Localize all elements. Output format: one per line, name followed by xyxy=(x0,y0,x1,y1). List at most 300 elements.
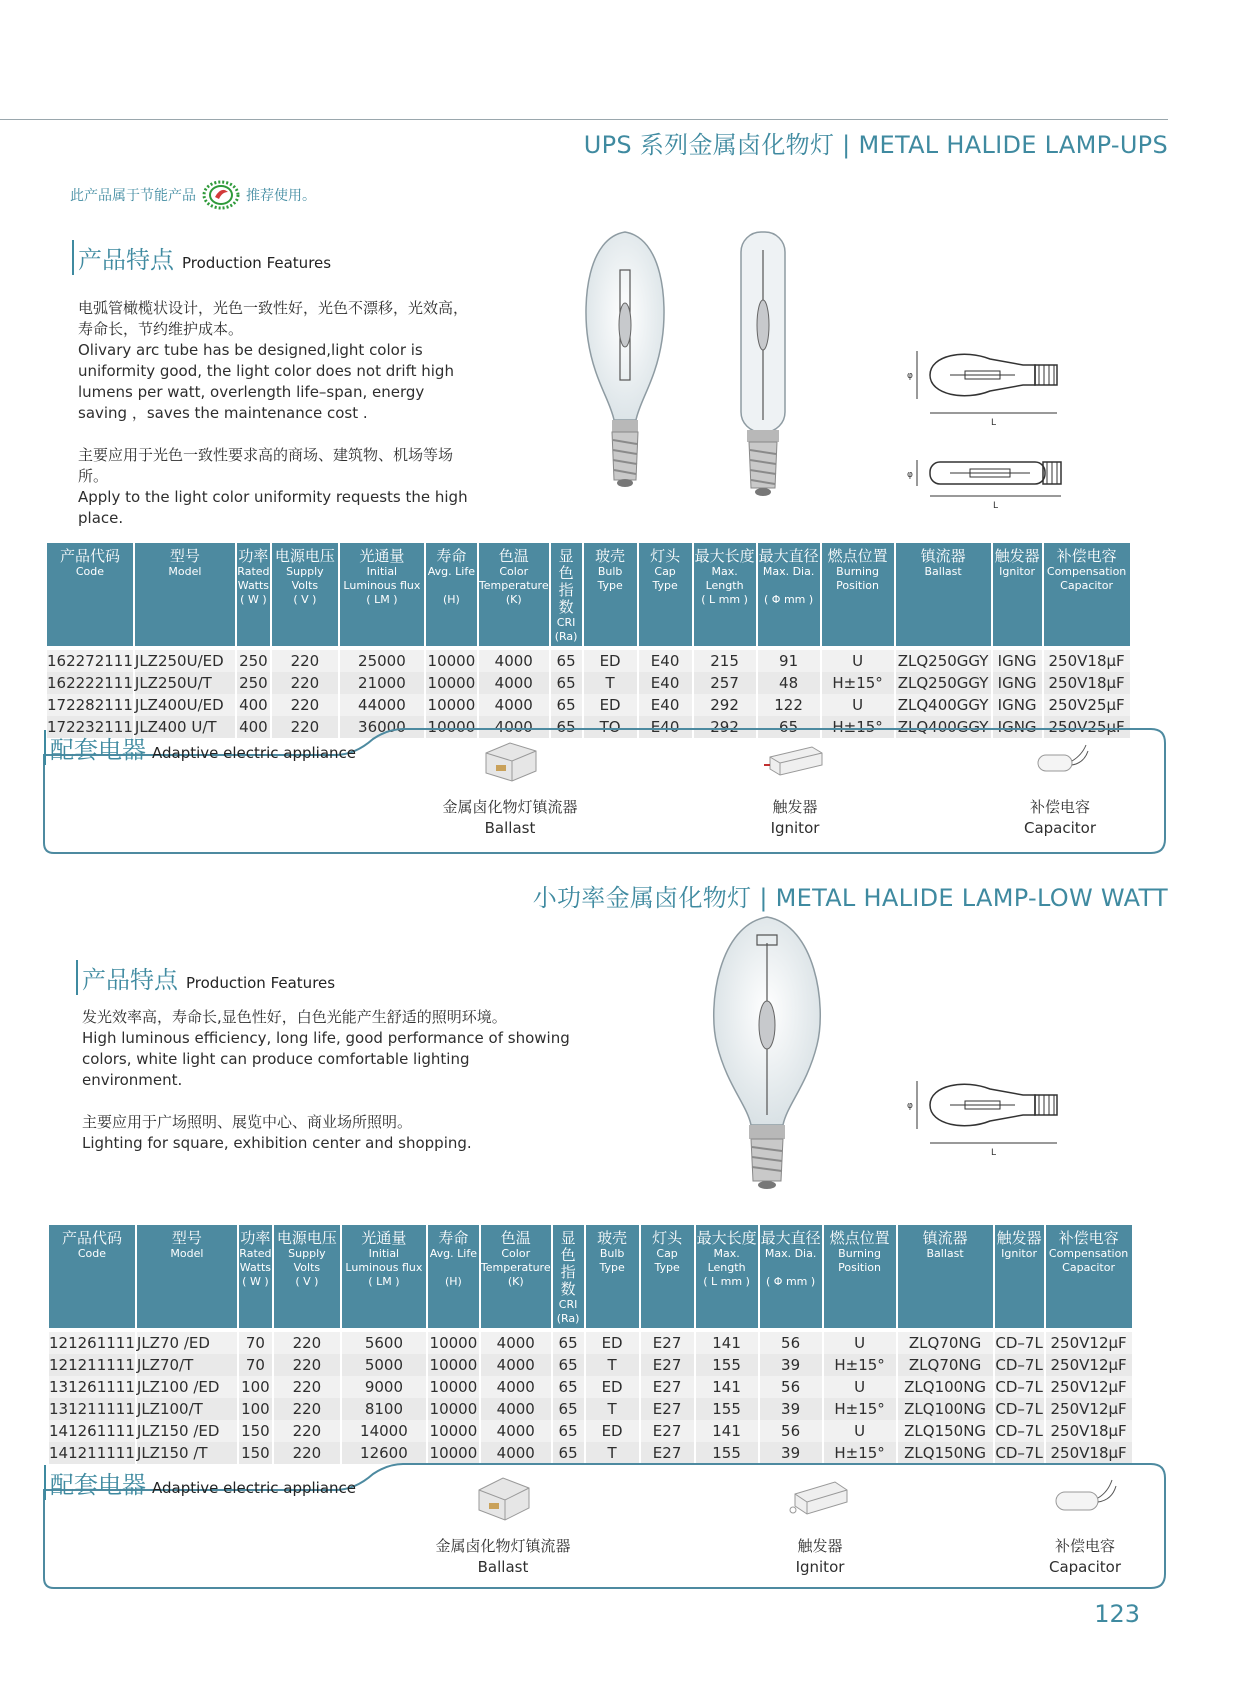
table-cell: 10000 xyxy=(429,1400,478,1418)
table-cell: 10000 xyxy=(429,1334,478,1352)
table-cell: ZLQ70NG xyxy=(898,1332,993,1354)
column-header-cn: 燃点位置 xyxy=(829,1229,890,1247)
column-header-en: Code xyxy=(75,565,105,578)
column-header-cn: 功率 xyxy=(238,547,269,565)
column-header-cn: 燃点位置 xyxy=(827,547,888,565)
table-cell: 250V18μF xyxy=(1044,672,1130,694)
table-cell: 4000 xyxy=(481,1332,551,1354)
column-header xyxy=(760,1225,822,1328)
table-cell: CD–7L xyxy=(995,1444,1043,1462)
table-cell: TO xyxy=(584,716,637,738)
appliance-label-en: Ignitor xyxy=(795,1558,845,1576)
column-header-cn: 灯头 xyxy=(650,547,681,565)
column-header-en: CRI xyxy=(558,1298,578,1311)
table-cell: U xyxy=(824,1376,896,1398)
table-cell: E40 xyxy=(639,672,692,694)
column-header-en: ( Φ mm ) xyxy=(764,593,814,606)
appliance-ignitor-1 xyxy=(730,735,860,839)
table-cell: 220 xyxy=(274,1398,340,1420)
column-header xyxy=(1046,1225,1132,1328)
column-header-en: Cap xyxy=(656,1247,678,1260)
appliance-ballast-1 xyxy=(425,735,595,839)
features-text-2 xyxy=(82,1007,572,1154)
table-cell: 250V25μF xyxy=(1044,716,1130,738)
column-header-en: Capacitor xyxy=(1062,1261,1115,1274)
table-cell: ED xyxy=(586,1376,639,1398)
table-cell: 39 xyxy=(760,1442,822,1464)
table-cell: 4000 xyxy=(479,694,549,716)
table-cell: E40 xyxy=(639,650,692,672)
lamp-low-watt-image xyxy=(705,915,830,1195)
table-cell: E27 xyxy=(641,1442,694,1464)
features-heading-cn: 产品特点 xyxy=(76,960,178,995)
table-cell: 21000 xyxy=(340,672,424,694)
column-header-en: Color xyxy=(501,1247,531,1260)
column-header xyxy=(47,543,133,646)
appliance-heading-1 xyxy=(44,730,356,765)
table-cell: 12600 xyxy=(342,1442,426,1464)
table-cell: 400 xyxy=(237,716,270,738)
table-cell: 100 xyxy=(239,1398,272,1420)
table-cell: ZLQ150NG xyxy=(898,1442,993,1464)
column-header xyxy=(993,543,1042,646)
appliance-heading-en: Adaptive electric appliance xyxy=(152,1479,357,1497)
table-cell: H±15° xyxy=(824,1398,896,1420)
table-cell: 4000 xyxy=(481,1420,551,1442)
column-header-cn: 补偿电容 xyxy=(1056,547,1117,565)
table-cell: 5000 xyxy=(342,1354,426,1376)
page-number: 123 xyxy=(1094,1600,1140,1628)
table-cell: ZLQ100NG xyxy=(898,1376,993,1398)
ignitor-icon xyxy=(785,1470,855,1524)
column-header-en: Model xyxy=(170,1247,204,1260)
spec-table-header xyxy=(49,1225,1132,1328)
table-cell: 162222111 xyxy=(47,674,133,692)
column-header-en: Type xyxy=(597,579,623,592)
column-header-en: Burning xyxy=(836,565,880,578)
column-header-en xyxy=(428,1261,479,1275)
top-rule xyxy=(0,119,1168,120)
table-cell: JLZ150 /T xyxy=(137,1442,237,1464)
column-header-en: Type xyxy=(652,579,678,592)
energy-note-after: 推荐使用。 xyxy=(246,188,316,204)
column-header-cn: 灯头 xyxy=(652,1229,683,1247)
column-header-en: Position xyxy=(836,579,880,592)
column-header-en: Compensation xyxy=(1048,1247,1129,1260)
appliance-ignitor-2 xyxy=(755,1470,885,1578)
table-cell: IGNG xyxy=(993,716,1042,738)
section2-title: 小功率金属卤化物灯 | METAL HALIDE LAMP-LOW WATT xyxy=(532,884,1168,912)
column-header-en: Max. xyxy=(711,565,738,578)
table-cell: 250V18μF xyxy=(1046,1442,1132,1464)
table-cell: 4000 xyxy=(479,716,549,738)
table-cell: IGNG xyxy=(993,672,1042,694)
column-header xyxy=(639,543,692,646)
table-cell: 220 xyxy=(272,672,338,694)
table-cell: 121211111 xyxy=(49,1356,135,1374)
column-header-en: ( W ) xyxy=(242,1275,269,1288)
column-header-en: Max. Dia. xyxy=(764,1247,817,1260)
table-cell: 44000 xyxy=(340,694,424,716)
table-cell: JLZ70 /ED xyxy=(137,1332,237,1354)
table-cell: JLZ150 /ED xyxy=(137,1420,237,1442)
spec-table-header xyxy=(47,543,1130,646)
column-header xyxy=(137,1225,237,1328)
column-header-en: ( L mm ) xyxy=(701,593,748,606)
column-header-cn: 玻壳 xyxy=(597,1229,628,1247)
table-cell: 65 xyxy=(758,716,820,738)
para1-en: Olivary arc tube has be designed,light color is uniformity good, the light color does not drift high lumens per watt, overlength life–span, energy saving ，saves the maintenance cost . xyxy=(78,341,454,422)
column-header-cn: 最大长度 xyxy=(694,547,755,565)
table-cell: ED xyxy=(584,650,637,672)
ignitor-icon xyxy=(760,735,830,785)
para2-en: Apply to the light color uniformity requests the high place. xyxy=(78,488,468,527)
table-cell: H±15° xyxy=(822,672,894,694)
appliance-capacitor-1 xyxy=(1000,735,1120,839)
column-header-cn: 补偿电容 xyxy=(1058,1229,1119,1247)
table-cell: 250V18μF xyxy=(1046,1420,1132,1442)
column-header-cn: 寿命 xyxy=(436,547,467,565)
column-header xyxy=(135,543,235,646)
capacitor-icon xyxy=(1048,1470,1122,1524)
table-cell: 39 xyxy=(760,1398,822,1420)
column-header-cn: 镇流器 xyxy=(920,547,966,565)
energy-note-before: 此产品属于节能产品 xyxy=(70,188,196,204)
table-cell: 65 xyxy=(553,1332,584,1354)
column-header xyxy=(586,1225,639,1328)
column-header-en: Luminous flux xyxy=(343,579,421,592)
table-cell: 141 xyxy=(696,1376,758,1398)
table-cell: E27 xyxy=(641,1420,694,1442)
appliance-label-cn: 补偿电容 xyxy=(1029,798,1090,816)
column-header-en: Ignitor xyxy=(1001,1247,1037,1260)
table-cell: JLZ400U/ED xyxy=(135,694,235,716)
table-cell: ZLQ250GGY xyxy=(896,672,991,694)
column-header xyxy=(696,1225,758,1328)
column-header-en: Rated xyxy=(237,565,270,578)
column-header-cn: 色温 xyxy=(498,547,529,565)
table-cell: JLZ400 U/T xyxy=(135,716,235,738)
column-header xyxy=(49,1225,135,1328)
appliance-label-cn: 补偿电容 xyxy=(1054,1537,1115,1555)
table-cell: 56 xyxy=(760,1332,822,1354)
table-cell: 39 xyxy=(760,1354,822,1376)
table-cell: U xyxy=(822,694,894,716)
table-row xyxy=(49,1376,1132,1398)
table-cell: 4000 xyxy=(481,1442,551,1464)
column-header-en: Length xyxy=(705,579,744,592)
table-cell: E40 xyxy=(639,694,692,716)
table-cell: CD–7L xyxy=(995,1422,1043,1440)
table-cell: 14000 xyxy=(342,1420,426,1442)
column-header-en: ( LM ) xyxy=(366,593,398,606)
table-cell: ED xyxy=(586,1420,639,1442)
table-cell: 65 xyxy=(551,650,582,672)
column-header-en: Capacitor xyxy=(1060,579,1113,592)
table-cell: CD–7L xyxy=(995,1400,1043,1418)
table-cell: 155 xyxy=(696,1354,758,1376)
table-row xyxy=(47,650,1130,672)
spec-table-2 xyxy=(47,1225,1134,1464)
table-cell: ZLQ400GGY xyxy=(896,716,991,738)
table-cell: 250V12μF xyxy=(1046,1376,1132,1398)
table-cell: 4000 xyxy=(481,1376,551,1398)
appliance-heading-cn: 配套电器 xyxy=(44,1465,146,1500)
column-header-en: Bulb xyxy=(599,1247,625,1260)
column-header-cn: 产品代码 xyxy=(61,1229,122,1247)
energy-saving-logo-icon xyxy=(202,180,240,210)
column-header-en: ( W ) xyxy=(240,593,267,606)
column-header-en: ( V ) xyxy=(293,593,317,606)
column-header-en: Code xyxy=(77,1247,107,1260)
column-header-cn: 电源电压 xyxy=(276,1229,337,1247)
column-header-cn: 光通量 xyxy=(359,547,405,565)
table-cell: 122 xyxy=(758,694,820,716)
column-header-en: Ballast xyxy=(924,565,962,578)
table-cell: 150 xyxy=(239,1442,272,1464)
column-header-en xyxy=(758,579,820,593)
table-cell: ED xyxy=(586,1332,639,1354)
ed-dimension-drawing xyxy=(905,345,1090,425)
table-cell: 10000 xyxy=(429,1444,478,1462)
table-cell: 220 xyxy=(274,1442,340,1464)
phi-label: φ xyxy=(907,1101,913,1111)
table-cell: IGNG xyxy=(993,650,1042,672)
column-header xyxy=(239,1225,272,1328)
column-header xyxy=(428,1225,479,1328)
para1-en: High luminous efficiency, long life, good performance of showing colors, white light can produce comfortable lighting environment. xyxy=(82,1029,570,1089)
column-header-en: Avg. Life xyxy=(427,565,475,578)
appliance-label-cn: 触发器 xyxy=(772,798,818,816)
column-header xyxy=(426,543,477,646)
column-header-cn: 最大直径 xyxy=(760,1229,821,1247)
table-cell: 25000 xyxy=(340,650,424,672)
table-cell: 250V12μF xyxy=(1046,1332,1132,1354)
column-header-en: ( LM ) xyxy=(368,1275,400,1288)
column-header-en: Luminous flux xyxy=(345,1261,423,1274)
column-header-en: Type xyxy=(599,1261,625,1274)
column-header-cn: 镇流器 xyxy=(922,1229,968,1247)
table-cell: 250V25μF xyxy=(1044,694,1130,716)
column-header-cn: 功率 xyxy=(240,1229,271,1247)
column-header-en: Max. Dia. xyxy=(762,565,815,578)
table-cell: 220 xyxy=(272,650,338,672)
column-header xyxy=(481,1225,551,1328)
column-header-cn: 最大直径 xyxy=(758,547,819,565)
features-heading-en: Production Features xyxy=(186,974,336,992)
table-cell: 220 xyxy=(274,1354,340,1376)
table-cell: 65 xyxy=(553,1376,584,1398)
table-cell: 65 xyxy=(553,1354,584,1376)
column-header-en: Model xyxy=(168,565,202,578)
table-row xyxy=(49,1398,1132,1420)
phi-label: φ xyxy=(907,470,913,480)
column-header-cn: 显色指数 xyxy=(560,1229,576,1298)
table-cell: 4000 xyxy=(479,650,549,672)
table-cell: 9000 xyxy=(342,1376,426,1398)
ballast-icon xyxy=(478,735,542,785)
appliance-ballast-2 xyxy=(418,1470,588,1578)
table-cell: 141 xyxy=(696,1420,758,1442)
table-cell: 100 xyxy=(239,1376,272,1398)
column-header xyxy=(898,1225,993,1328)
column-header-cn: 光通量 xyxy=(361,1229,407,1247)
column-header-cn: 型号 xyxy=(171,1229,202,1247)
column-header xyxy=(995,1225,1044,1328)
table-cell: 150 xyxy=(239,1420,272,1442)
table-cell: 10000 xyxy=(429,1356,478,1374)
table-cell: 141 xyxy=(696,1332,758,1354)
table-cell: U xyxy=(822,650,894,672)
table-cell: 48 xyxy=(758,672,820,694)
table-cell: 220 xyxy=(274,1376,340,1398)
features-heading-en: Production Features xyxy=(182,254,332,272)
appliance-label-en: Ballast xyxy=(477,1558,529,1576)
table-cell: 292 xyxy=(694,694,756,716)
length-label: L xyxy=(991,1148,997,1155)
table-cell: 65 xyxy=(553,1398,584,1420)
table-cell: 36000 xyxy=(340,716,424,738)
features-heading-2 xyxy=(76,960,335,995)
appliance-label-en: Ignitor xyxy=(770,819,820,837)
column-header-en: (Ra) xyxy=(554,630,578,643)
column-header-en: Avg. Life xyxy=(429,1247,477,1260)
column-header xyxy=(551,543,582,646)
table-cell: 5600 xyxy=(342,1332,426,1354)
table-cell: 220 xyxy=(272,694,338,716)
table-cell: 292 xyxy=(694,716,756,738)
table-cell: 65 xyxy=(551,694,582,716)
appliance-label-en: Ballast xyxy=(484,819,536,837)
column-header xyxy=(272,543,338,646)
table-cell: 220 xyxy=(272,716,338,738)
table-cell: 65 xyxy=(551,672,582,694)
table-cell: 70 xyxy=(239,1332,272,1354)
table-cell: 56 xyxy=(760,1420,822,1442)
table-cell: 65 xyxy=(553,1442,584,1464)
table-cell: 172282111 xyxy=(47,696,133,714)
column-header-en: Supply xyxy=(286,565,324,578)
table-cell: CD–7L xyxy=(995,1378,1043,1396)
para1-cn: 电弧管橄榄状设计，光色一致性好，光色不漂移，光效高，寿命长，节约维护成本。 xyxy=(78,299,469,338)
column-header-en: (H) xyxy=(442,593,460,606)
column-header xyxy=(694,543,756,646)
appliance-heading-en: Adaptive electric appliance xyxy=(152,744,357,762)
column-header xyxy=(479,543,549,646)
table-cell: 141211111 xyxy=(49,1444,135,1462)
column-header-en: Rated xyxy=(239,1247,272,1260)
table-cell: 250 xyxy=(237,650,270,672)
para2-en: Lighting for square, exhibition center and shopping. xyxy=(82,1134,472,1152)
ballast-icon xyxy=(471,1470,535,1524)
table-cell: 65 xyxy=(551,716,582,738)
column-header-en: ( L mm ) xyxy=(703,1275,750,1288)
column-header-en: Burning xyxy=(838,1247,882,1260)
features-heading-1 xyxy=(72,240,331,275)
table-cell: T xyxy=(584,672,637,694)
table-cell: E27 xyxy=(641,1354,694,1376)
column-header-en: Supply xyxy=(288,1247,326,1260)
table-cell: 257 xyxy=(694,672,756,694)
table-cell: 10000 xyxy=(429,1422,478,1440)
column-header-en: Cap xyxy=(654,565,676,578)
column-header xyxy=(1044,543,1130,646)
table-cell: CD–7L xyxy=(995,1334,1043,1352)
table-row xyxy=(47,672,1130,694)
section1-title: UPS 系列金属卤化物灯 | METAL HALIDE LAMP-UPS xyxy=(583,131,1168,159)
column-header xyxy=(641,1225,694,1328)
column-header-cn: 型号 xyxy=(169,547,200,565)
table-cell: ED xyxy=(584,694,637,716)
table-cell: 220 xyxy=(274,1420,340,1442)
table-cell: 250V12μF xyxy=(1046,1398,1132,1420)
column-header-en: Position xyxy=(838,1261,882,1274)
column-header-en: Watts xyxy=(237,579,270,592)
lamp-ed-image xyxy=(580,230,670,490)
column-header xyxy=(553,1225,584,1328)
table-cell: H±15° xyxy=(824,1442,896,1464)
table-cell: 215 xyxy=(694,650,756,672)
table-row xyxy=(49,1354,1132,1376)
table-row xyxy=(47,694,1130,716)
ed-dimension-drawing xyxy=(905,1075,1090,1155)
column-header-en: CRI xyxy=(556,616,576,629)
table-cell: 10000 xyxy=(427,696,476,714)
column-header-en xyxy=(760,1261,822,1275)
table-cell: 141261111 xyxy=(49,1422,135,1440)
phi-label: φ xyxy=(907,371,913,381)
column-header-cn: 玻壳 xyxy=(595,547,626,565)
column-header-en: Ballast xyxy=(926,1247,964,1260)
table-cell: JLZ70/T xyxy=(137,1354,237,1376)
column-header-en: Temperature xyxy=(478,579,549,592)
column-header-en: Color xyxy=(499,565,529,578)
table-cell: T xyxy=(586,1354,639,1376)
table-cell: 8100 xyxy=(342,1398,426,1420)
table-cell: E27 xyxy=(641,1398,694,1420)
table-cell: 10000 xyxy=(427,718,476,736)
column-header xyxy=(274,1225,340,1328)
appliance-label-en: Capacitor xyxy=(1048,1558,1122,1576)
appliance-label-cn: 金属卤化物灯镇流器 xyxy=(442,798,578,816)
table-cell: 91 xyxy=(758,650,820,672)
table-row xyxy=(49,1420,1132,1442)
column-header-en: Temperature xyxy=(480,1261,551,1274)
table-cell: 250V12μF xyxy=(1046,1354,1132,1376)
table-cell: 131261111 xyxy=(49,1378,135,1396)
column-header xyxy=(822,543,894,646)
table-cell: JLZ250U/T xyxy=(135,672,235,694)
table-cell: 155 xyxy=(696,1398,758,1420)
capacitor-icon xyxy=(1028,735,1092,785)
column-header-en: Length xyxy=(707,1261,746,1274)
table-cell: H±15° xyxy=(824,1354,896,1376)
column-header-en: Max. xyxy=(713,1247,740,1260)
column-header-cn: 色温 xyxy=(500,1229,531,1247)
table-cell: 155 xyxy=(696,1442,758,1464)
column-header xyxy=(824,1225,896,1328)
table-cell: T xyxy=(586,1398,639,1420)
column-header-en: Watts xyxy=(239,1261,272,1274)
table-cell: 250 xyxy=(237,672,270,694)
table-cell: T xyxy=(586,1442,639,1464)
table-cell: 220 xyxy=(274,1332,340,1354)
column-header-en: Ignitor xyxy=(999,565,1035,578)
table-cell: 131211111 xyxy=(49,1400,135,1418)
t-dimension-drawing xyxy=(905,450,1090,510)
column-header xyxy=(758,543,820,646)
column-header-en: (K) xyxy=(507,1275,524,1288)
